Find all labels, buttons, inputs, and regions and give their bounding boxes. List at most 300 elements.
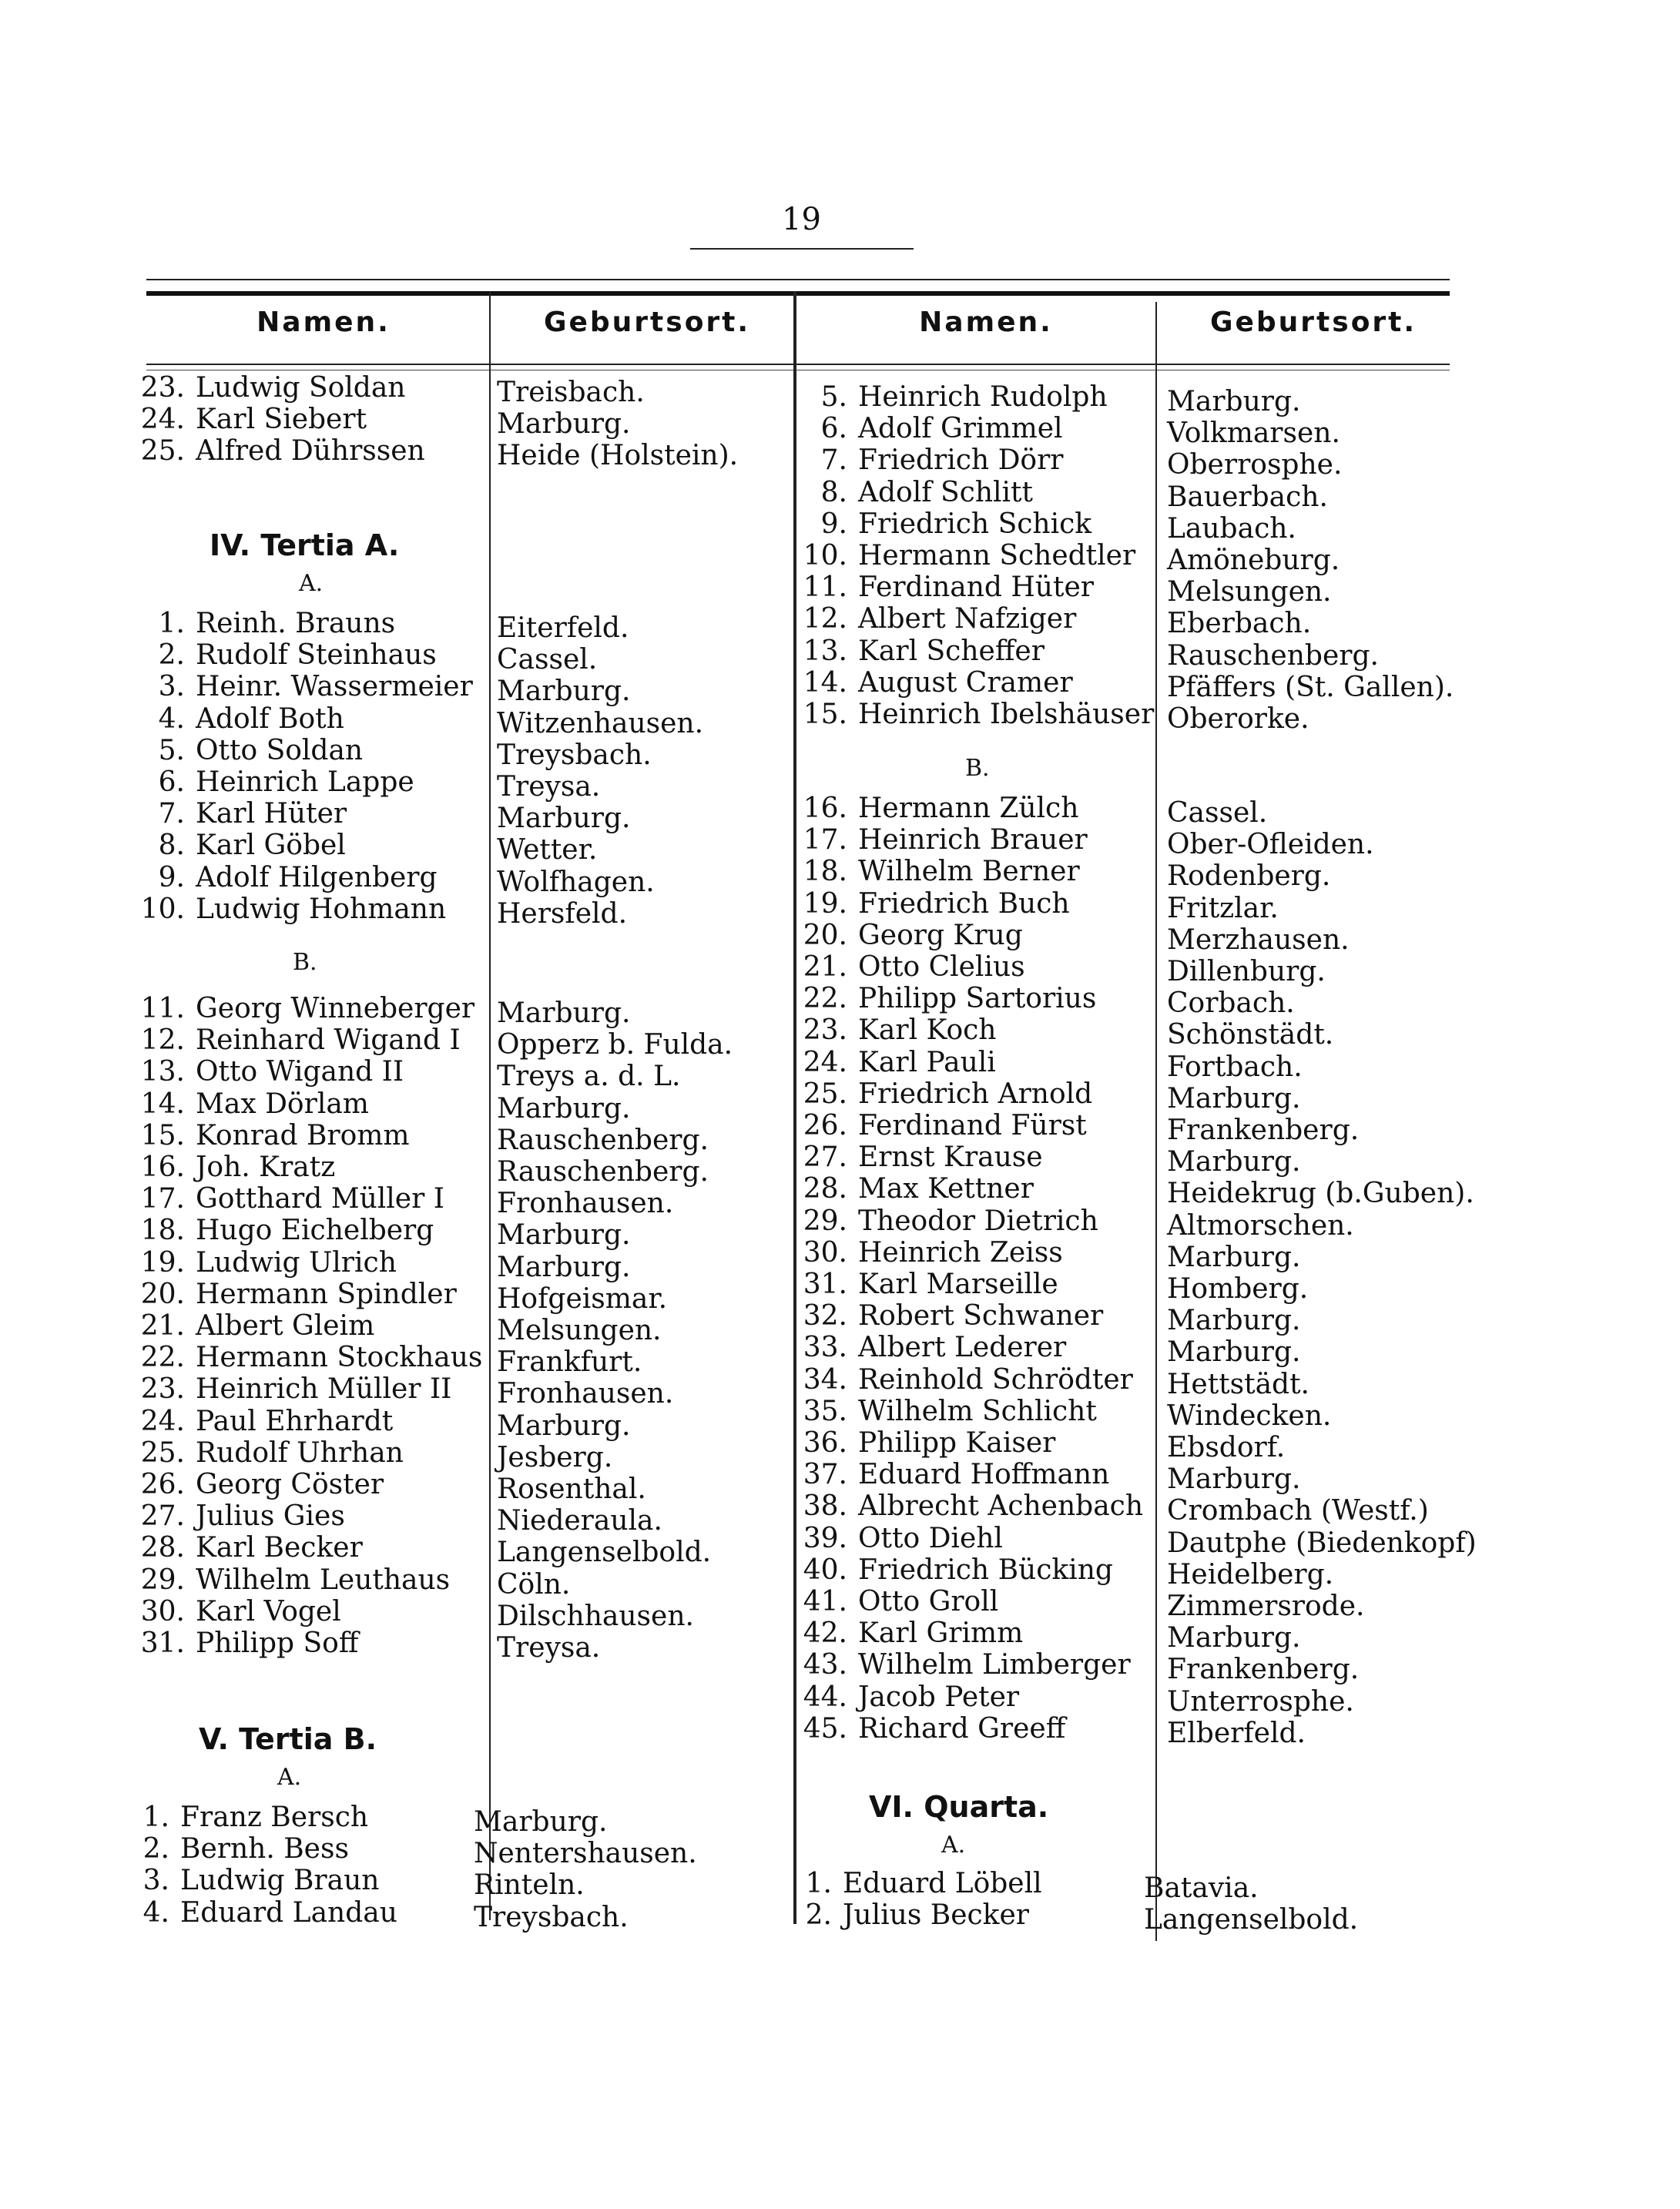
- birthplace: Niederaula.: [497, 1505, 662, 1537]
- birthplace: Batavia.: [1144, 1872, 1259, 1904]
- row-number: 19.: [140, 1246, 185, 1279]
- birthplace: Rosenthal.: [497, 1473, 646, 1505]
- birthplace: Opperz b. Fulda.: [497, 1029, 733, 1061]
- row-number: 12.: [803, 603, 847, 635]
- student-name: Ferdinand Fürst: [858, 1110, 1087, 1141]
- table-top-rule: [146, 279, 1450, 280]
- birthplace: Hofgeismar.: [497, 1282, 668, 1315]
- student-name: Albert Nafziger: [858, 603, 1077, 635]
- student-name: Bernh. Bess: [180, 1833, 349, 1865]
- table-row: [139, 373, 406, 404]
- table-row: [801, 1555, 1113, 1586]
- row-number: 16.: [803, 793, 847, 824]
- student-name: Adolf Schlitt: [858, 476, 1033, 508]
- birthplace: Fronhausen.: [497, 1378, 674, 1410]
- row-number: 21.: [803, 951, 847, 983]
- table-row: [801, 1206, 1098, 1237]
- section-title-quarta: VI. Quarta.: [869, 1790, 1049, 1824]
- table-row: [801, 920, 1023, 951]
- table-row: [139, 1279, 457, 1310]
- table-row: [801, 636, 1045, 667]
- student-name: Wilhelm Berner: [858, 856, 1080, 888]
- row-number: 38.: [803, 1490, 847, 1523]
- table-row: [801, 1650, 1131, 1681]
- birthplace: Rauschenberg.: [497, 1124, 709, 1156]
- row-number: 9.: [820, 508, 847, 540]
- student-name: Friedrich Buch: [858, 887, 1070, 920]
- table-row: [801, 541, 1135, 572]
- group-label-b: B.: [965, 755, 990, 782]
- right-name-header: Namen.: [919, 307, 1053, 338]
- student-name: Wilhelm Schlicht: [858, 1395, 1097, 1427]
- birthplace: Fortbach.: [1167, 1051, 1303, 1083]
- birthplace: Wolfhagen.: [497, 866, 655, 898]
- birthplace: Fritzlar.: [1167, 892, 1279, 924]
- student-name: Albert Gleim: [196, 1310, 375, 1342]
- student-name: Otto Soldan: [196, 734, 364, 766]
- birthplace: Merzhausen.: [1167, 923, 1350, 956]
- table-row: [139, 1184, 444, 1215]
- left-column-divider: [489, 291, 491, 1920]
- birthplace: Windecken.: [1167, 1399, 1332, 1432]
- row-number: 27.: [140, 1500, 185, 1533]
- row-number: 14.: [140, 1088, 185, 1120]
- birthplace: Marburg.: [1167, 1305, 1301, 1337]
- row-number: 24.: [803, 1046, 847, 1078]
- row-number: 11.: [140, 993, 185, 1024]
- table-row: [139, 1628, 358, 1659]
- birthplace: Ober-Ofleiden.: [1167, 829, 1374, 861]
- birthplace: Rauschenberg.: [497, 1156, 709, 1188]
- student-name: Friedrich Arnold: [858, 1078, 1093, 1110]
- page-number: 19: [782, 202, 821, 237]
- student-name: Ludwig Soldan: [196, 372, 406, 404]
- table-row: [139, 1438, 404, 1469]
- table-row: [123, 1898, 397, 1929]
- row-number: 19.: [803, 887, 847, 920]
- student-name: Georg Cöster: [196, 1469, 384, 1500]
- birthplace: Heidekrug (b.Guben).: [1167, 1178, 1474, 1210]
- row-number: 30.: [140, 1595, 185, 1627]
- birthplace: Melsungen.: [1167, 576, 1332, 608]
- table-row: [801, 668, 1073, 699]
- left-place-header: Geburtsort.: [543, 307, 751, 338]
- row-number: 30.: [803, 1236, 847, 1269]
- table-row: [139, 1470, 384, 1500]
- table-row: [801, 1332, 1066, 1363]
- student-name: Hermann Spindler: [196, 1278, 457, 1310]
- table-row: [139, 1342, 482, 1373]
- birthplace: Treisbach.: [497, 377, 645, 408]
- student-name: Eduard Löbell: [843, 1868, 1042, 1899]
- birthplace: Treysa.: [497, 1632, 601, 1664]
- row-number: 1.: [143, 1802, 169, 1833]
- row-number: 28.: [140, 1532, 185, 1564]
- table-row: [801, 604, 1076, 635]
- student-name: Adolf Both: [196, 702, 344, 735]
- student-name: Philipp Sartorius: [858, 983, 1097, 1015]
- student-name: Gotthard Müller I: [196, 1183, 444, 1215]
- row-number: 26.: [140, 1469, 185, 1500]
- row-number: 23.: [140, 1373, 185, 1406]
- student-name: Adolf Grimmel: [858, 413, 1063, 445]
- birthplace: Marburg.: [1167, 1336, 1301, 1369]
- student-name: Otto Wigand II: [196, 1056, 404, 1088]
- birthplace: Schönstädt.: [1167, 1019, 1334, 1051]
- section-title-tertia-b: V. Tertia B.: [199, 1722, 377, 1756]
- row-number: 1.: [158, 608, 185, 639]
- student-name: August Cramer: [858, 666, 1073, 699]
- student-name: Julius Becker: [843, 1899, 1029, 1932]
- table-row: [801, 1174, 1034, 1205]
- birthplace: Rodenberg.: [1167, 860, 1331, 893]
- center-divider: [793, 291, 796, 1924]
- student-name: Friedrich Bücking: [858, 1554, 1113, 1586]
- row-number: 25.: [140, 435, 185, 468]
- table-row: [801, 1396, 1097, 1427]
- row-number: 32.: [803, 1300, 847, 1332]
- student-name: Hermann Schedtler: [858, 540, 1136, 572]
- table-row: [801, 1460, 1109, 1490]
- row-number: 11.: [803, 572, 847, 604]
- table-row: [801, 1301, 1103, 1332]
- row-number: 5.: [158, 734, 185, 766]
- right-place-header: Geburtsort.: [1209, 307, 1417, 338]
- student-name: Eduard Landau: [180, 1896, 397, 1929]
- student-name: Max Dörlam: [196, 1088, 369, 1120]
- table-row: [801, 572, 1094, 603]
- table-row: [139, 1121, 410, 1151]
- table-row: [139, 1374, 451, 1405]
- group-label-a: A.: [941, 1832, 966, 1859]
- birthplace: Nentershausen.: [474, 1838, 697, 1870]
- row-number: 13.: [803, 635, 847, 667]
- row-number: 17.: [803, 824, 847, 856]
- birthplace: Treys a. d. L.: [497, 1061, 681, 1093]
- student-name: Heinr. Wassermeier: [196, 671, 473, 703]
- table-row: [139, 736, 363, 766]
- row-number: 12.: [140, 1024, 185, 1057]
- table-row: [801, 1142, 1043, 1173]
- table-row: [139, 436, 425, 467]
- table-row: [139, 640, 437, 671]
- student-name: Julius Gies: [196, 1500, 345, 1533]
- table-row: [139, 1089, 369, 1120]
- student-name: Philipp Soff: [196, 1627, 359, 1659]
- row-number: 41.: [803, 1586, 847, 1617]
- birthplace: Langenselbold.: [497, 1537, 712, 1569]
- birthplace: Marburg.: [497, 1219, 631, 1252]
- row-number: 34.: [803, 1363, 847, 1396]
- table-row: [139, 1533, 363, 1564]
- row-number: 26.: [803, 1110, 847, 1141]
- birthplace: Dillenburg.: [1167, 956, 1326, 987]
- student-name: Heinrich Ibelshäuser: [858, 699, 1155, 730]
- student-name: Franz Bersch: [180, 1802, 369, 1833]
- birthplace: Amöneburg.: [1167, 545, 1340, 576]
- birthplace: Langenselbold.: [1144, 1904, 1359, 1936]
- table-row: [139, 894, 446, 925]
- table-top-thick-rule: [146, 291, 1450, 296]
- row-number: 23.: [140, 372, 185, 404]
- table-row: [139, 672, 473, 702]
- table-row: [139, 704, 344, 735]
- birthplace: Hersfeld.: [497, 897, 628, 930]
- table-row: [139, 1406, 393, 1437]
- student-name: Jacob Peter: [858, 1681, 1020, 1713]
- table-row: [801, 414, 1063, 444]
- row-number: 24.: [140, 1405, 185, 1437]
- birthplace: Dautphe (Biedenkopf): [1167, 1527, 1477, 1559]
- student-name: Otto Groll: [858, 1586, 999, 1617]
- row-number: 13.: [140, 1056, 185, 1088]
- table-row: [801, 1524, 1003, 1554]
- student-name: Konrad Bromm: [196, 1119, 410, 1151]
- table-row: [801, 1238, 1063, 1269]
- row-number: 36.: [803, 1427, 847, 1459]
- table-row: [801, 856, 1080, 887]
- row-number: 22.: [803, 983, 847, 1015]
- student-name: Eduard Hoffmann: [858, 1459, 1110, 1491]
- student-name: Otto Clelius: [858, 951, 1025, 983]
- birthplace: Marburg.: [474, 1806, 608, 1838]
- birthplace: Cassel.: [497, 644, 598, 676]
- birthplace: Zimmersrode.: [1167, 1591, 1365, 1622]
- row-number: 2.: [158, 639, 185, 672]
- birthplace: Marburg.: [1167, 1082, 1301, 1115]
- row-number: 28.: [803, 1173, 847, 1205]
- row-number: 22.: [140, 1342, 185, 1374]
- row-number: 39.: [803, 1522, 847, 1554]
- student-name: Karl Pauli: [858, 1046, 996, 1078]
- student-name: Georg Krug: [858, 919, 1023, 951]
- student-name: Alfred Dührssen: [196, 435, 425, 468]
- birthplace: Heidelberg.: [1167, 1558, 1334, 1591]
- section-title-tertia-a: IV. Tertia A.: [210, 528, 400, 562]
- student-name: Karl Vogel: [196, 1595, 341, 1627]
- row-number: 10.: [803, 540, 847, 572]
- row-number: 43.: [803, 1649, 847, 1681]
- student-name: Rudolf Uhrhan: [196, 1436, 404, 1469]
- student-name: Georg Winneberger: [196, 993, 475, 1024]
- birthplace: Volkmarsen.: [1167, 417, 1340, 450]
- table-row: [123, 1865, 379, 1896]
- birthplace: Marburg.: [1167, 1241, 1301, 1273]
- row-number: 3.: [143, 1865, 169, 1897]
- birthplace: Frankenberg.: [1167, 1654, 1360, 1686]
- student-name: Karl Marseille: [858, 1269, 1058, 1300]
- table-row: [801, 1618, 1023, 1649]
- table-row: [139, 608, 395, 639]
- row-number: 35.: [803, 1395, 847, 1427]
- row-number: 15.: [803, 699, 847, 730]
- student-name: Heinrich Rudolph: [858, 381, 1108, 413]
- birthplace: Marburg.: [497, 803, 631, 835]
- student-name: Karl Hüter: [196, 798, 347, 830]
- table-row: [801, 699, 1154, 730]
- student-name: Heinrich Brauer: [858, 824, 1088, 856]
- student-name: Rudolf Steinhaus: [196, 639, 437, 672]
- birthplace: Marburg.: [497, 675, 631, 708]
- table-row: [801, 1714, 1065, 1745]
- row-number: 2.: [143, 1833, 169, 1865]
- student-name: Hugo Eichelberg: [196, 1215, 434, 1247]
- birthplace: Treysa.: [497, 771, 601, 803]
- table-row: [139, 1311, 374, 1342]
- row-number: 3.: [158, 671, 185, 703]
- birthplace: Melsungen.: [497, 1315, 662, 1346]
- birthplace: Witzenhausen.: [497, 707, 704, 739]
- table-row: [139, 994, 474, 1024]
- row-number: 20.: [803, 919, 847, 951]
- row-number: 45.: [803, 1712, 847, 1745]
- birthplace: Marburg.: [1167, 386, 1301, 417]
- table-row: [139, 1057, 404, 1088]
- table-row: [801, 1111, 1087, 1141]
- row-number: 33.: [803, 1332, 847, 1364]
- student-name: Reinhard Wigand I: [196, 1024, 461, 1057]
- group-label-b: B.: [293, 949, 317, 976]
- row-number: 2.: [805, 1899, 832, 1932]
- right-column-divider: [1155, 302, 1157, 1941]
- row-number: 6.: [158, 766, 185, 798]
- student-name: Reinhold Schrödter: [858, 1363, 1133, 1396]
- student-name: Heinrich Müller II: [196, 1373, 452, 1406]
- birthplace: Pfäffers (St. Gallen).: [1167, 671, 1454, 703]
- student-name: Ernst Krause: [858, 1141, 1043, 1174]
- birthplace: Frankenberg.: [1167, 1115, 1360, 1146]
- table-row: [801, 478, 1033, 508]
- table-row: [139, 1565, 450, 1596]
- student-name: Albert Lederer: [858, 1332, 1067, 1364]
- student-name: Karl Koch: [858, 1014, 997, 1047]
- table-row: [139, 1025, 461, 1056]
- row-number: 1.: [805, 1868, 832, 1899]
- student-name: Karl Becker: [196, 1532, 363, 1564]
- student-name: Karl Grimm: [858, 1617, 1024, 1650]
- student-name: Karl Scheffer: [858, 635, 1045, 667]
- student-name: Hermann Stockhaus: [196, 1342, 483, 1374]
- row-number: 17.: [140, 1183, 185, 1215]
- table-row: [801, 509, 1091, 540]
- table-row: [139, 1248, 397, 1279]
- row-number: 25.: [140, 1436, 185, 1469]
- row-number: 40.: [803, 1554, 847, 1586]
- row-number: 21.: [140, 1310, 185, 1342]
- student-name: Ludwig Hohmann: [196, 893, 447, 925]
- birthplace: Marburg.: [497, 1251, 631, 1283]
- birthplace: Crombach (Westf.): [1167, 1495, 1429, 1527]
- row-number: 20.: [140, 1278, 185, 1310]
- student-name: Heinrich Lappe: [196, 766, 414, 798]
- birthplace: Dilschhausen.: [497, 1600, 694, 1632]
- student-name: Albrecht Achenbach: [858, 1490, 1144, 1523]
- table-row: [801, 793, 1078, 824]
- birthplace: Altmorschen.: [1167, 1209, 1354, 1242]
- birthplace: Corbach.: [1167, 987, 1295, 1020]
- row-number: 29.: [803, 1205, 847, 1237]
- table-row: [786, 1900, 1029, 1931]
- row-number: 15.: [140, 1119, 185, 1151]
- row-number: 6.: [820, 413, 847, 445]
- birthplace: Bauerbach.: [1167, 481, 1328, 513]
- table-row: [801, 952, 1025, 983]
- student-name: Robert Schwaner: [858, 1300, 1104, 1332]
- table-row: [139, 1501, 345, 1532]
- student-name: Wilhelm Leuthaus: [196, 1564, 451, 1596]
- row-number: 14.: [803, 666, 847, 699]
- table-row: [801, 1587, 998, 1617]
- student-name: Friedrich Dörr: [858, 444, 1064, 477]
- birthplace: Rinteln.: [474, 1869, 585, 1902]
- student-name: Reinh. Brauns: [196, 608, 396, 639]
- row-number: 31.: [803, 1269, 847, 1300]
- row-number: 5.: [820, 381, 847, 413]
- row-number: 23.: [803, 1014, 847, 1047]
- birthplace: Marburg.: [1167, 1622, 1301, 1654]
- student-name: Heinrich Zeiss: [858, 1236, 1063, 1269]
- birthplace: Homberg.: [1167, 1273, 1309, 1305]
- birthplace: Hettstädt.: [1167, 1368, 1309, 1400]
- birthplace: Fronhausen.: [497, 1188, 674, 1220]
- birthplace: Treysbach.: [497, 739, 652, 771]
- birthplace: Marburg.: [497, 1410, 631, 1442]
- table-row: [139, 1152, 335, 1183]
- row-number: 8.: [158, 830, 185, 862]
- birthplace: Cöln.: [497, 1568, 571, 1601]
- student-name: Karl Siebert: [196, 404, 367, 436]
- student-name: Theodor Dietrich: [858, 1205, 1098, 1237]
- birthplace: Wetter.: [497, 834, 598, 867]
- student-name: Ferdinand Hüter: [858, 572, 1094, 604]
- birthplace: Frankfurt.: [497, 1346, 642, 1379]
- table-row: [139, 799, 347, 830]
- row-number: 7.: [158, 798, 185, 830]
- table-row: [139, 1597, 341, 1627]
- birthplace: Eberbach.: [1167, 608, 1312, 640]
- table-row: [801, 1048, 996, 1078]
- table-row: [801, 825, 1088, 856]
- group-label-a: A.: [299, 570, 324, 597]
- student-name: Max Kettner: [858, 1173, 1034, 1205]
- birthplace: Treysbach.: [474, 1901, 629, 1933]
- table-row: [123, 1834, 349, 1865]
- row-number: 7.: [820, 444, 847, 477]
- birthplace: Cassel.: [1167, 797, 1268, 829]
- birthplace: Oberrosphe.: [1167, 449, 1343, 481]
- table-row: [801, 1079, 1092, 1110]
- table-row: [801, 1365, 1133, 1396]
- table-row: [801, 984, 1096, 1014]
- table-row: [801, 1682, 1019, 1713]
- table-row: [801, 1428, 1055, 1459]
- table-row: [139, 404, 367, 435]
- birthplace: Heide (Holstein).: [497, 440, 739, 472]
- student-name: Friedrich Schick: [858, 508, 1092, 540]
- birthplace: Laubach.: [1167, 512, 1296, 545]
- row-number: 29.: [140, 1564, 185, 1596]
- table-row: [139, 830, 346, 861]
- birthplace: Ebsdorf.: [1167, 1432, 1286, 1463]
- table-row: [139, 1215, 434, 1246]
- row-number: 8.: [820, 476, 847, 508]
- row-number: 9.: [158, 861, 185, 893]
- birthplace: Oberorke.: [1167, 703, 1309, 735]
- table-row: [801, 1015, 996, 1046]
- student-name: Ludwig Braun: [180, 1865, 380, 1897]
- row-number: 42.: [803, 1617, 847, 1650]
- student-name: Wilhelm Limberger: [858, 1649, 1131, 1681]
